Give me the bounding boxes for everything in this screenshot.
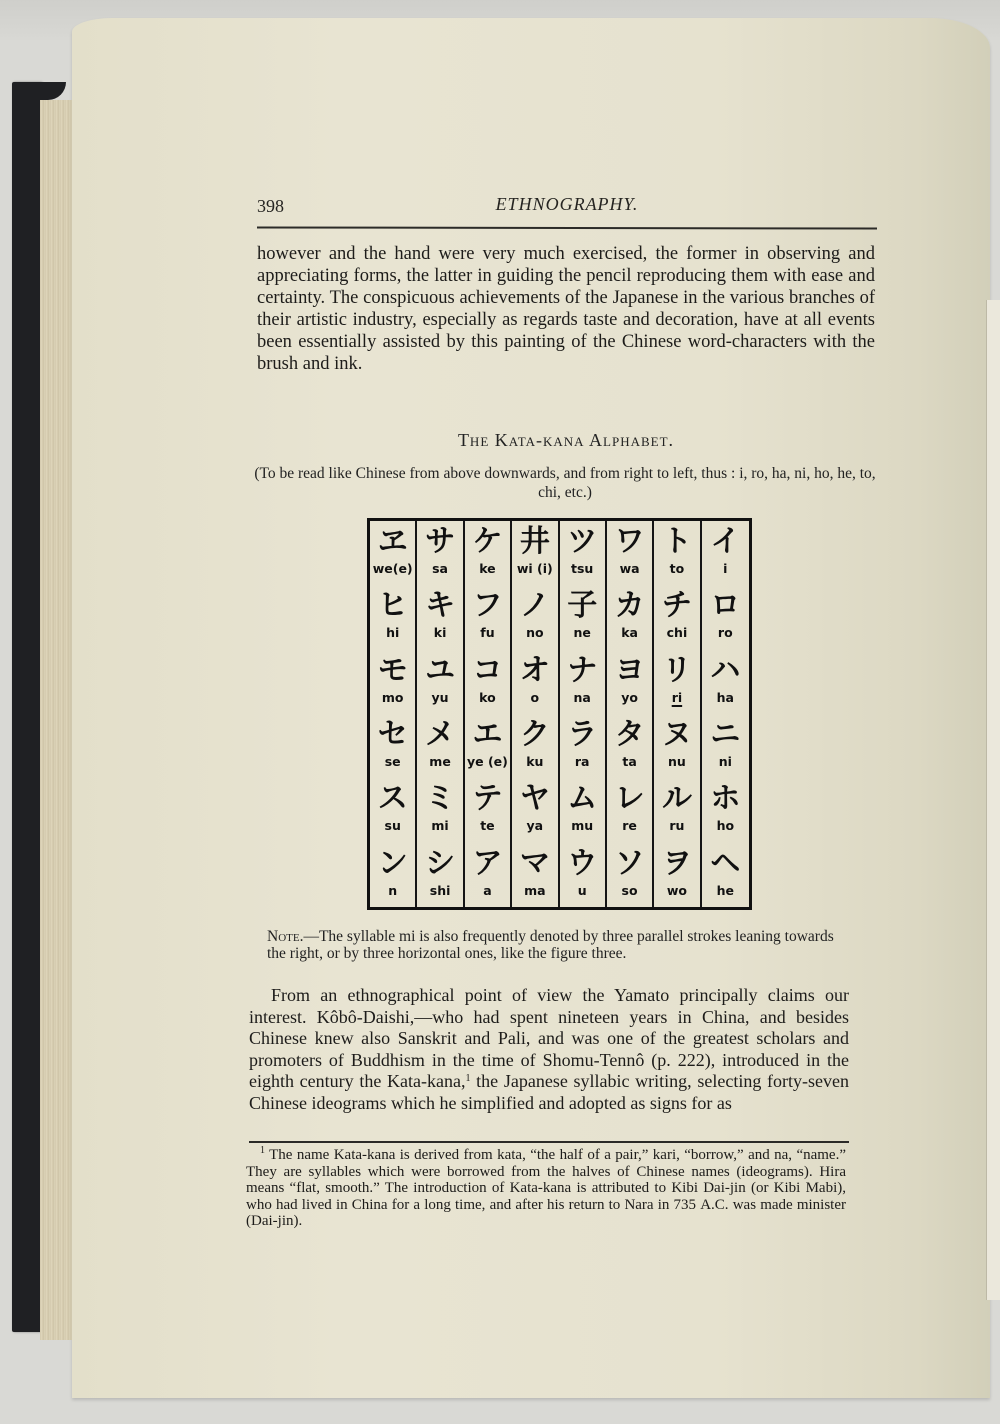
kana-cell xyxy=(465,843,510,907)
kana-romanization: u xyxy=(577,882,587,898)
kana-cell xyxy=(512,778,557,842)
kana-glyph: ヲ xyxy=(661,845,692,881)
kana-romanization: ru xyxy=(669,818,685,834)
kana-romanization: ne xyxy=(573,625,591,641)
kana-glyph: ク xyxy=(519,716,550,752)
kana-romanization: ra xyxy=(574,753,590,769)
katakana-table xyxy=(367,518,752,910)
paragraph-2-text: From an ethnographical point of view the Yamato principally claims our interest. Kôbô-Daishi,—who had spent nineteen years in China, and besides Chinese knew also Sanskrit and Pali, and was one of the greatest scholars and promoters of Buddhism in the time of Shomu-Tennô (p. 222), introduced in the eighth century the Kata-kana, xyxy=(249,985,849,1091)
kana-cell xyxy=(607,714,652,778)
kana-romanization: ha xyxy=(716,689,734,705)
kana-glyph: ン xyxy=(377,845,408,881)
kana-glyph: ス xyxy=(377,781,408,817)
kana-glyph: ソ xyxy=(614,845,645,881)
footnote xyxy=(246,1147,846,1230)
kana-cell xyxy=(560,778,605,842)
kana-glyph: ヌ xyxy=(661,716,692,752)
body-paragraph-1: however and the hand were very much exercised, the former in observing and appreciating forms, the latter in guiding the pencil reproducing them with ease and certainty. The conspicuous achievements of the Japanese in the various branches of their artistic industry, especially as regards taste and decoration, have at all events been essentially assisted by this painting of the Chinese word-characters with the brush and ink. xyxy=(257,244,875,374)
kana-romanization: ya xyxy=(526,818,544,834)
kana-cell xyxy=(702,778,749,842)
kana-cell xyxy=(654,778,699,842)
kana-cell xyxy=(512,843,557,907)
kana-cell xyxy=(560,714,605,778)
kana-cell xyxy=(654,585,699,649)
kana-romanization: n xyxy=(388,882,398,898)
kana-romanization: te xyxy=(480,818,495,834)
kana-romanization: se xyxy=(384,753,401,769)
kana-romanization: hi xyxy=(386,625,400,641)
kana-romanization: mu xyxy=(571,818,594,834)
kana-cell xyxy=(560,843,605,907)
kana-glyph: ノ xyxy=(519,588,550,624)
kana-glyph: モ xyxy=(377,652,408,688)
kana-column xyxy=(607,521,654,907)
kana-romanization: fu xyxy=(480,625,495,641)
kana-cell xyxy=(512,650,557,714)
kana-romanization: wa xyxy=(619,561,640,576)
kana-romanization: wo xyxy=(666,882,687,898)
kana-glyph: ウ xyxy=(567,845,598,881)
kana-glyph: シ xyxy=(425,845,456,881)
kana-romanization: no xyxy=(526,625,544,641)
kana-cell xyxy=(465,714,510,778)
kana-glyph: ミ xyxy=(425,781,456,817)
kana-glyph: ホ xyxy=(710,781,741,817)
kana-cell xyxy=(370,585,415,649)
footnote-text-end: was made minister (Dai-jin). xyxy=(246,1196,846,1229)
kana-cell xyxy=(512,585,557,649)
kana-romanization: ro xyxy=(717,625,733,641)
kana-cell xyxy=(560,585,605,649)
kana-cell xyxy=(702,521,749,585)
kana-glyph: カ xyxy=(614,588,645,624)
kana-romanization: mi xyxy=(431,818,449,834)
kana-romanization: so xyxy=(621,882,638,898)
kana-glyph: ケ xyxy=(472,524,503,559)
section-title: The Kata-kana Alphabet. xyxy=(457,430,675,450)
kana-cell xyxy=(370,714,415,778)
kana-romanization: to xyxy=(669,561,685,576)
kana-romanization: sa xyxy=(432,561,448,576)
adjacent-page-edge xyxy=(986,300,1000,1300)
table-note xyxy=(255,928,855,962)
kana-cell xyxy=(607,843,652,907)
kana-glyph: セ xyxy=(377,716,408,752)
kana-romanization: ho xyxy=(716,818,735,834)
kana-romanization: nu xyxy=(668,753,686,769)
kana-cell xyxy=(465,778,510,842)
kana-cell xyxy=(560,521,605,585)
kana-glyph: サ xyxy=(425,524,456,559)
kana-glyph: エ xyxy=(472,716,503,752)
kana-cell xyxy=(560,650,605,714)
kana-glyph: ル xyxy=(661,781,692,817)
footnote-marker: 1 xyxy=(260,1145,265,1156)
kana-glyph: リ xyxy=(661,652,692,688)
kana-cell xyxy=(702,714,749,778)
kana-romanization: i xyxy=(723,561,728,576)
book-cover-spine xyxy=(12,82,42,1332)
kana-cell xyxy=(370,650,415,714)
kana-cell xyxy=(607,650,652,714)
kana-glyph: ア xyxy=(472,845,503,881)
kana-cell xyxy=(702,650,749,714)
kana-romanization: ke xyxy=(479,561,496,576)
kana-cell xyxy=(417,843,462,907)
kana-glyph: レ xyxy=(614,781,645,817)
kana-cell xyxy=(417,714,462,778)
kana-glyph: ヨ xyxy=(614,652,645,688)
kana-glyph: ツ xyxy=(567,524,598,559)
running-head xyxy=(257,192,877,218)
kana-glyph: ヤ xyxy=(519,781,550,817)
kana-cell xyxy=(465,585,510,649)
kana-romanization: ko xyxy=(479,689,496,705)
kana-romanization: ta xyxy=(622,753,637,769)
kana-column xyxy=(512,521,559,907)
kana-romanization: me xyxy=(429,753,451,769)
kana-glyph: テ xyxy=(472,781,503,817)
kana-cell xyxy=(654,714,699,778)
kana-cell xyxy=(417,778,462,842)
kana-glyph: イ xyxy=(710,524,741,559)
section-subtitle: (To be read like Chinese from above downwards, and from right to left, thus : i, ro, ha, ni, ho, he, to, chi, etc.) xyxy=(254,465,876,501)
kana-glyph: ヘ xyxy=(710,845,741,881)
note-text: —The syllable mi is also frequently denoted by three parallel strokes leaning towards the right, or by three horizontal ones, like the figure three. xyxy=(267,928,834,962)
kana-column xyxy=(702,521,749,907)
kana-glyph: チ xyxy=(661,588,692,624)
kana-cell xyxy=(512,714,557,778)
kana-glyph: ナ xyxy=(567,652,598,688)
kana-romanization: wi (i) xyxy=(516,561,553,576)
book-cover-corner xyxy=(16,82,66,100)
running-title: ETHNOGRAPHY. xyxy=(495,194,639,214)
kana-glyph: タ xyxy=(614,716,645,752)
kana-romanization: we(e) xyxy=(372,561,413,576)
kana-cell xyxy=(370,778,415,842)
kana-cell xyxy=(465,521,510,585)
kana-romanization: yo xyxy=(621,689,638,705)
note-label: Note. xyxy=(267,928,304,945)
kana-glyph: ト xyxy=(661,524,692,559)
kana-cell xyxy=(702,843,749,907)
kana-romanization: he xyxy=(716,882,734,898)
kana-romanization: ri xyxy=(671,689,683,705)
page-number: 398 xyxy=(257,196,284,216)
kana-cell xyxy=(417,585,462,649)
kana-glyph: マ xyxy=(519,845,550,881)
kana-romanization: su xyxy=(384,818,401,834)
kana-glyph: メ xyxy=(425,716,456,752)
kana-glyph: オ xyxy=(519,652,550,688)
kana-romanization: shi xyxy=(429,882,451,898)
kana-glyph: キ xyxy=(425,588,456,624)
kana-glyph: ロ xyxy=(710,588,741,624)
kana-glyph: ハ xyxy=(710,652,741,688)
kana-cell xyxy=(417,650,462,714)
footnote-reference: 1 xyxy=(465,1073,471,1084)
paragraph-2-text-cont: the Japanese syllabic writing, selecting forty-seven Chinese ideograms which he simplified and adopted as signs for as xyxy=(249,1071,850,1113)
kana-romanization: na xyxy=(573,689,591,705)
kana-cell xyxy=(607,585,652,649)
kana-romanization: a xyxy=(483,882,492,898)
kana-romanization: ki xyxy=(433,625,447,641)
kana-cell xyxy=(417,521,462,585)
kana-cell xyxy=(607,521,652,585)
kana-glyph: ヱ xyxy=(377,524,408,559)
kana-glyph: ヒ xyxy=(377,588,408,624)
kana-romanization: ku xyxy=(526,753,544,769)
kana-glyph: コ xyxy=(472,652,503,688)
kana-cell xyxy=(370,843,415,907)
footnote-text: The name Kata-kana is derived from kata, “the half of a pair,” kari, “borrow,” and na, “name.” They are syllables which were borrowed from the halves of Chinese names (ideograms). Hira means “flat, smooth.” The introduction of Kata-kana is attributed to Kibi Dai-jin (or Kibi Mabi), who had lived in China for a long time, and after his return to Nara in 735 xyxy=(246,1147,846,1213)
footnote-rule xyxy=(249,1141,849,1143)
kana-glyph: フ xyxy=(472,588,503,624)
kana-cell xyxy=(702,585,749,649)
kana-glyph: 井 xyxy=(519,524,550,559)
kana-column xyxy=(417,521,464,907)
kana-cell xyxy=(654,843,699,907)
kana-romanization: chi xyxy=(666,625,688,641)
kana-glyph: ニ xyxy=(710,716,741,752)
kana-romanization: o xyxy=(530,689,540,705)
kana-column xyxy=(465,521,512,907)
kana-romanization: ma xyxy=(524,882,546,898)
kana-romanization: ka xyxy=(621,625,638,641)
kana-cell xyxy=(512,521,557,585)
kana-romanization: tsu xyxy=(571,561,594,576)
kana-romanization: yu xyxy=(431,689,449,705)
kana-column xyxy=(370,521,417,907)
kana-romanization: ni xyxy=(718,753,732,769)
kana-column xyxy=(654,521,701,907)
kana-cell xyxy=(654,521,699,585)
footnote-era: A.C. xyxy=(700,1196,729,1213)
kana-glyph: ラ xyxy=(567,716,598,752)
page-edges xyxy=(40,100,72,1340)
kana-cell xyxy=(654,650,699,714)
kana-column xyxy=(560,521,607,907)
kana-glyph: ワ xyxy=(614,524,645,559)
kana-glyph: 子 xyxy=(567,588,598,624)
kana-cell xyxy=(370,521,415,585)
kana-romanization: re xyxy=(622,818,637,834)
kana-glyph: ユ xyxy=(425,652,456,688)
kana-cell xyxy=(465,650,510,714)
kana-cell xyxy=(607,778,652,842)
kana-romanization: ye (e) xyxy=(466,753,508,769)
kana-romanization: mo xyxy=(381,689,404,705)
kana-glyph: ム xyxy=(567,781,598,817)
body-paragraph-2 xyxy=(249,985,849,1114)
